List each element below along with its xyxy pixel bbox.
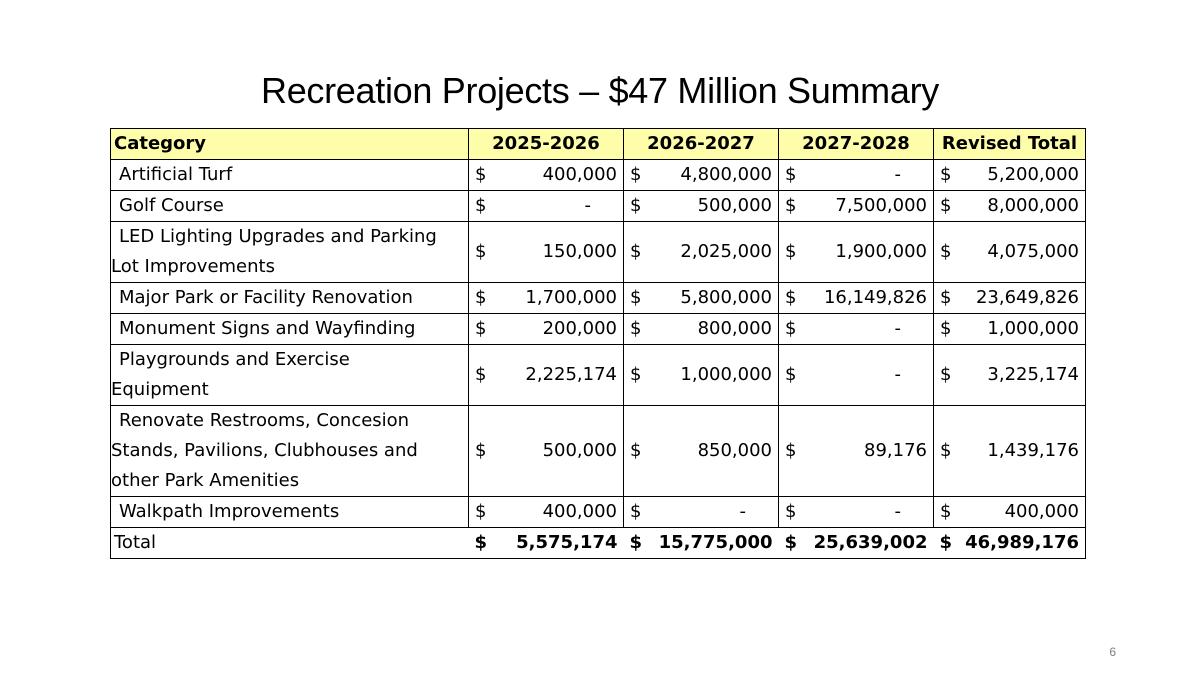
header-revised-total: Revised Total xyxy=(934,129,1086,160)
cell-2027-2028 xyxy=(779,222,934,283)
cell-2026-2027 xyxy=(624,314,779,345)
currency-symbol: $ xyxy=(475,364,487,385)
currency-symbol: $ xyxy=(630,364,642,385)
cell-2027-2028 xyxy=(779,406,934,497)
cell-revised-total xyxy=(934,160,1086,191)
amount-value: 1,900,000 xyxy=(835,241,927,262)
amount-value: 7,500,000 xyxy=(835,195,927,216)
category-line: Renovate Restrooms, Concesion xyxy=(119,410,410,431)
slide-title: Recreation Projects – $47 Million Summary xyxy=(261,70,939,111)
currency-symbol: $ xyxy=(940,195,952,216)
currency-symbol: $ xyxy=(475,164,487,185)
table-row xyxy=(111,283,1086,314)
cell-2027-2028 xyxy=(779,191,934,222)
currency-symbol: $ xyxy=(475,241,487,262)
table-row xyxy=(111,160,1086,191)
amount-value: - xyxy=(894,164,901,185)
currency-symbol: $ xyxy=(784,532,798,553)
amount-value: - xyxy=(584,195,591,216)
category-line: Walkpath Improvements xyxy=(119,501,340,522)
cell-2027-2028 xyxy=(779,345,934,406)
amount-value: 15,775,000 xyxy=(658,532,773,553)
amount-value: - xyxy=(739,501,746,522)
currency-symbol: $ xyxy=(630,318,642,339)
category-cell xyxy=(111,345,469,406)
amount-value: 89,176 xyxy=(864,440,927,461)
category-cell xyxy=(111,497,469,528)
category-cell xyxy=(111,222,469,283)
amount-value: 1,000,000 xyxy=(680,364,772,385)
cell-revised-total xyxy=(934,314,1086,345)
currency-symbol: $ xyxy=(629,532,643,553)
cell-2027-2028 xyxy=(779,283,934,314)
currency-symbol: $ xyxy=(940,164,952,185)
amount-value: 400,000 xyxy=(1004,501,1079,522)
currency-symbol: $ xyxy=(940,287,952,308)
table-row xyxy=(111,222,1086,283)
currency-symbol: $ xyxy=(475,195,487,216)
cell-revised-total xyxy=(934,222,1086,283)
currency-symbol: $ xyxy=(630,164,642,185)
header-category: Category xyxy=(111,129,469,160)
amount-value: 400,000 xyxy=(542,164,617,185)
currency-symbol: $ xyxy=(475,440,487,461)
currency-symbol: $ xyxy=(785,318,797,339)
cell-total-2026-2027 xyxy=(624,528,779,559)
cell-total-2027-2028 xyxy=(779,528,934,559)
amount-value: 8,000,000 xyxy=(987,195,1079,216)
amount-value: 2,225,174 xyxy=(525,364,617,385)
amount-value: 2,025,000 xyxy=(680,241,772,262)
currency-symbol: $ xyxy=(785,287,797,308)
amount-value: 1,439,176 xyxy=(987,440,1079,461)
cell-2026-2027 xyxy=(624,497,779,528)
amount-value: - xyxy=(894,501,901,522)
category-line: Equipment xyxy=(111,379,209,400)
cell-total-revised-total xyxy=(934,528,1086,559)
header-2026-2027: 2026-2027 xyxy=(624,129,779,160)
cell-2026-2027 xyxy=(624,222,779,283)
cell-2026-2027 xyxy=(624,406,779,497)
category-line: Golf Course xyxy=(119,195,224,216)
cell-2025-2026 xyxy=(469,222,624,283)
cell-2025-2026 xyxy=(469,345,624,406)
currency-symbol: $ xyxy=(785,364,797,385)
amount-value: 5,200,000 xyxy=(987,164,1079,185)
amount-value: 850,000 xyxy=(697,440,772,461)
currency-symbol: $ xyxy=(475,318,487,339)
table-header-row xyxy=(111,129,1086,160)
currency-symbol: $ xyxy=(475,287,487,308)
currency-symbol: $ xyxy=(785,440,797,461)
category-line: Monument Signs and Wayfinding xyxy=(119,318,416,339)
currency-symbol: $ xyxy=(785,501,797,522)
amount-value: 200,000 xyxy=(542,318,617,339)
amount-value: 1,700,000 xyxy=(525,287,617,308)
amount-value: 46,989,176 xyxy=(965,532,1079,553)
cell-2026-2027 xyxy=(624,345,779,406)
category-line: Artificial Turf xyxy=(119,164,233,185)
cell-2025-2026 xyxy=(469,314,624,345)
header-2025-2026: 2025-2026 xyxy=(469,129,624,160)
amount-value: 400,000 xyxy=(542,501,617,522)
amount-value: 23,649,826 xyxy=(975,287,1079,308)
currency-symbol: $ xyxy=(630,287,642,308)
total-row xyxy=(111,528,1086,559)
table-row xyxy=(111,191,1086,222)
category-cell xyxy=(111,191,469,222)
cell-revised-total xyxy=(934,191,1086,222)
currency-symbol: $ xyxy=(940,501,952,522)
amount-value: 4,075,000 xyxy=(987,241,1079,262)
amount-value: 5,575,174 xyxy=(516,532,618,553)
currency-symbol: $ xyxy=(785,241,797,262)
cell-2027-2028 xyxy=(779,314,934,345)
cell-total-2025-2026 xyxy=(469,528,624,559)
cell-2025-2026 xyxy=(469,283,624,314)
table-row xyxy=(111,345,1086,406)
currency-symbol: $ xyxy=(630,195,642,216)
category-line: other Park Amenities xyxy=(111,470,300,491)
category-line: Lot Improvements xyxy=(111,256,275,277)
cell-2027-2028 xyxy=(779,497,934,528)
cell-revised-total xyxy=(934,497,1086,528)
amount-value: 500,000 xyxy=(697,195,772,216)
amount-value: 4,800,000 xyxy=(680,164,772,185)
currency-symbol: $ xyxy=(474,532,488,553)
cell-revised-total xyxy=(934,283,1086,314)
currency-symbol: $ xyxy=(785,195,797,216)
cell-2027-2028 xyxy=(779,160,934,191)
amount-value: 150,000 xyxy=(542,241,617,262)
amount-value: 500,000 xyxy=(542,440,617,461)
category-cell xyxy=(111,406,469,497)
amount-value: 16,149,826 xyxy=(823,287,927,308)
category-cell xyxy=(111,314,469,345)
currency-symbol: $ xyxy=(940,241,952,262)
currency-symbol: $ xyxy=(630,501,642,522)
cell-2025-2026 xyxy=(469,406,624,497)
currency-symbol: $ xyxy=(785,164,797,185)
page-number: 6 xyxy=(1109,645,1116,659)
table-row xyxy=(111,314,1086,345)
currency-symbol: $ xyxy=(940,440,952,461)
currency-symbol: $ xyxy=(630,241,642,262)
total-label: Total xyxy=(111,528,469,559)
category-line: Stands, Pavilions, Clubhouses and xyxy=(111,440,418,461)
currency-symbol: $ xyxy=(940,318,952,339)
category-cell xyxy=(111,160,469,191)
category-line: Major Park or Facility Renovation xyxy=(119,287,413,308)
cell-revised-total xyxy=(934,406,1086,497)
amount-value: 25,639,002 xyxy=(813,532,928,553)
cell-revised-total xyxy=(934,345,1086,406)
amount-value: - xyxy=(894,318,901,339)
amount-value: 3,225,174 xyxy=(987,364,1079,385)
recreation-summary-table xyxy=(110,128,1086,559)
category-line: LED Lighting Upgrades and Parking xyxy=(119,226,437,247)
cell-2026-2027 xyxy=(624,160,779,191)
currency-symbol: $ xyxy=(475,501,487,522)
currency-symbol: $ xyxy=(940,364,952,385)
amount-value: 800,000 xyxy=(697,318,772,339)
cell-2025-2026 xyxy=(469,191,624,222)
amount-value: - xyxy=(894,364,901,385)
category-line: Playgrounds and Exercise xyxy=(119,349,350,370)
currency-symbol: $ xyxy=(630,440,642,461)
currency-symbol: $ xyxy=(939,532,953,553)
cell-2026-2027 xyxy=(624,283,779,314)
cell-2025-2026 xyxy=(469,160,624,191)
amount-value: 1,000,000 xyxy=(987,318,1079,339)
category-cell xyxy=(111,283,469,314)
amount-value: 5,800,000 xyxy=(680,287,772,308)
table-row xyxy=(111,497,1086,528)
cell-2026-2027 xyxy=(624,191,779,222)
table-row xyxy=(111,406,1086,497)
cell-2025-2026 xyxy=(469,497,624,528)
header-2027-2028: 2027-2028 xyxy=(779,129,934,160)
